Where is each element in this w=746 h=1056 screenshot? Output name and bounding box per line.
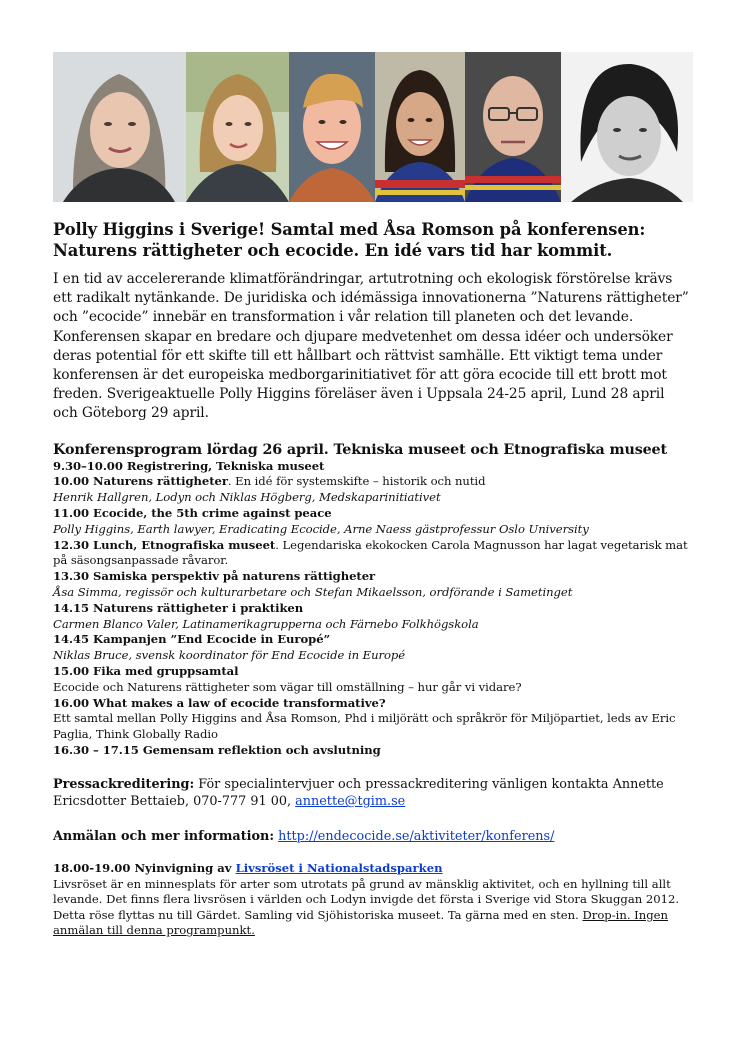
- program-list: [53, 459, 693, 759]
- program-item-1000: [53, 474, 693, 490]
- program-item-1100: 11.00 Ecocide, the 5th crime against peace: [53, 506, 332, 521]
- inauguration-section: [53, 861, 693, 939]
- press-text: För specialintervjuer och pressackreditering vänligen kontakta Annette Ericsdotter Bettaieb, 070-777 91 00,: [53, 776, 664, 810]
- document-page: [53, 52, 693, 939]
- item-speakers: Polly Higgins, Earth lawyer, Eradicating Ecocide, Arne Naess gästprofessur Oslo University: [53, 521, 589, 536]
- program-item-1230: [53, 538, 693, 570]
- inauguration-title: 18.00-19.00 Nyinvigning av: [53, 860, 236, 875]
- headline-line-2: Naturens rättigheter och ecocide. En idé vars tid har kommit.: [53, 241, 613, 260]
- signup-url-link[interactable]: http://endecocide.se/aktiviteter/konferens/: [278, 828, 555, 844]
- headline: [53, 219, 693, 261]
- program-title: Konferensprogram lördag 26 april. Tekniska museet och Etnografiska museet: [53, 441, 667, 458]
- inauguration-body: Livsröset är en minnesplats för arter som utrotats på grund av mänsklig aktivitet, och en hyllning till allt levande. Det finns flera livsrösen i världen och Lodyn invigde det första i Sverige vid Stora Skuggan 2012. Detta röse flyttas nu till Gärdet. Samling vid Sjöhistoriska museet. Ta gärna med en sten.: [53, 876, 680, 922]
- intro-paragraph: I en tid av accelererande klimatförändringar, artutrotning och ekologisk förstörelse krävs ett radikalt nytänkande. De juridiska och idémässiga innovationerna ”Naturens rättigheter” och ”ecocide” innebär en transformation i vår relation till planeten och det levande. Konferensen skapar en bredare och djupare medvetenhet om dessa idéer och undersöker deras potential för ett skifte till ett hållbart och rättvist samhälle. Ett viktigt tema under konferensen är det europeiska medborgarinitiativet för att göra ecocide till ett brott mot freden. Sverigeaktuelle Polly Higgins föreläser även i Uppsala 24-25 april, Lund 28 april och Göteborg 29 april.: [53, 271, 689, 422]
- inauguration-heading: [53, 861, 693, 877]
- program-item-registration: 9.30–10.00 Registrering, Tekniska museet: [53, 458, 325, 473]
- item-desc: Ecocide och Naturens rättigheter som vägar till omställning – hur går vi vidare?: [53, 679, 522, 694]
- portrait-woman-gray-hair: [53, 52, 186, 202]
- speaker-photo-strip: [53, 52, 693, 202]
- portrait-man-glasses: [465, 52, 561, 202]
- portrait-woman-blonde: [186, 52, 289, 202]
- headline-line-1: Polly Higgins i Sverige! Samtal med Åsa Romson på konferensen:: [53, 220, 646, 239]
- signup-section: [53, 828, 693, 845]
- program-item-1445: 14.45 Kampanjen ”End Ecocide in Europé”: [53, 632, 331, 647]
- portrait-woman-sami: [375, 52, 465, 202]
- press-email-link[interactable]: annette@tgim.se: [295, 794, 406, 810]
- program-item-1415: 14.15 Naturens rättigheter i praktiken: [53, 600, 304, 615]
- portrait-woman-dark-hair: [561, 52, 693, 202]
- program-item-1330: 13.30 Samiska perspektiv på naturens rättigheter: [53, 569, 376, 584]
- item-speakers: Carmen Blanco Valer, Latinamerikagrupperna och Färnebo Folkhögskola: [53, 616, 479, 631]
- press-label: Pressackreditering:: [53, 776, 195, 792]
- portrait-young-man: [289, 52, 375, 202]
- inauguration-text: [53, 877, 693, 939]
- livsroset-link[interactable]: Livsröset i Nationalstadsparken: [235, 860, 443, 875]
- item-title: 12.30 Lunch, Etnografiska museet: [53, 537, 276, 552]
- press-section: [53, 776, 693, 811]
- dropin-note: Drop-in. Ingen anmälan till denna programpunkt.: [53, 907, 668, 938]
- item-title: 10.00 Naturens rättigheter: [53, 474, 228, 489]
- program-item-1600: 16.00 What makes a law of ecocide transformative?: [53, 695, 386, 710]
- item-desc: Ett samtal mellan Polly Higgins and Åsa Romson, Phd i miljörätt och språkrör för Miljöpartiet, leds av Eric Paglia, Think Globally Radio: [53, 711, 676, 742]
- item-speakers: Niklas Bruce, svensk koordinator för End Ecocide in Europé: [53, 648, 406, 663]
- program-item-1500: 15.00 Fika med gruppsamtal: [53, 663, 239, 678]
- program-item-1630: 16.30 – 17.15 Gemensam reflektion och avslutning: [53, 742, 381, 757]
- item-desc: . En idé för systemskifte – historik och nutid: [227, 474, 486, 489]
- signup-label: Anmälan och mer information:: [53, 828, 275, 844]
- item-speakers: Åsa Simma, regissör och kulturarbetare och Stefan Mikaelsson, ordförande i Sametinget: [53, 585, 573, 599]
- item-desc: . Legendariska ekokocken Carola Magnusson har lagat vegetarisk mat på säsongsanpassade råvaror.: [53, 537, 688, 568]
- item-speakers: Henrik Hallgren, Lodyn och Niklas Högberg, Medskaparinitiativet: [53, 490, 441, 505]
